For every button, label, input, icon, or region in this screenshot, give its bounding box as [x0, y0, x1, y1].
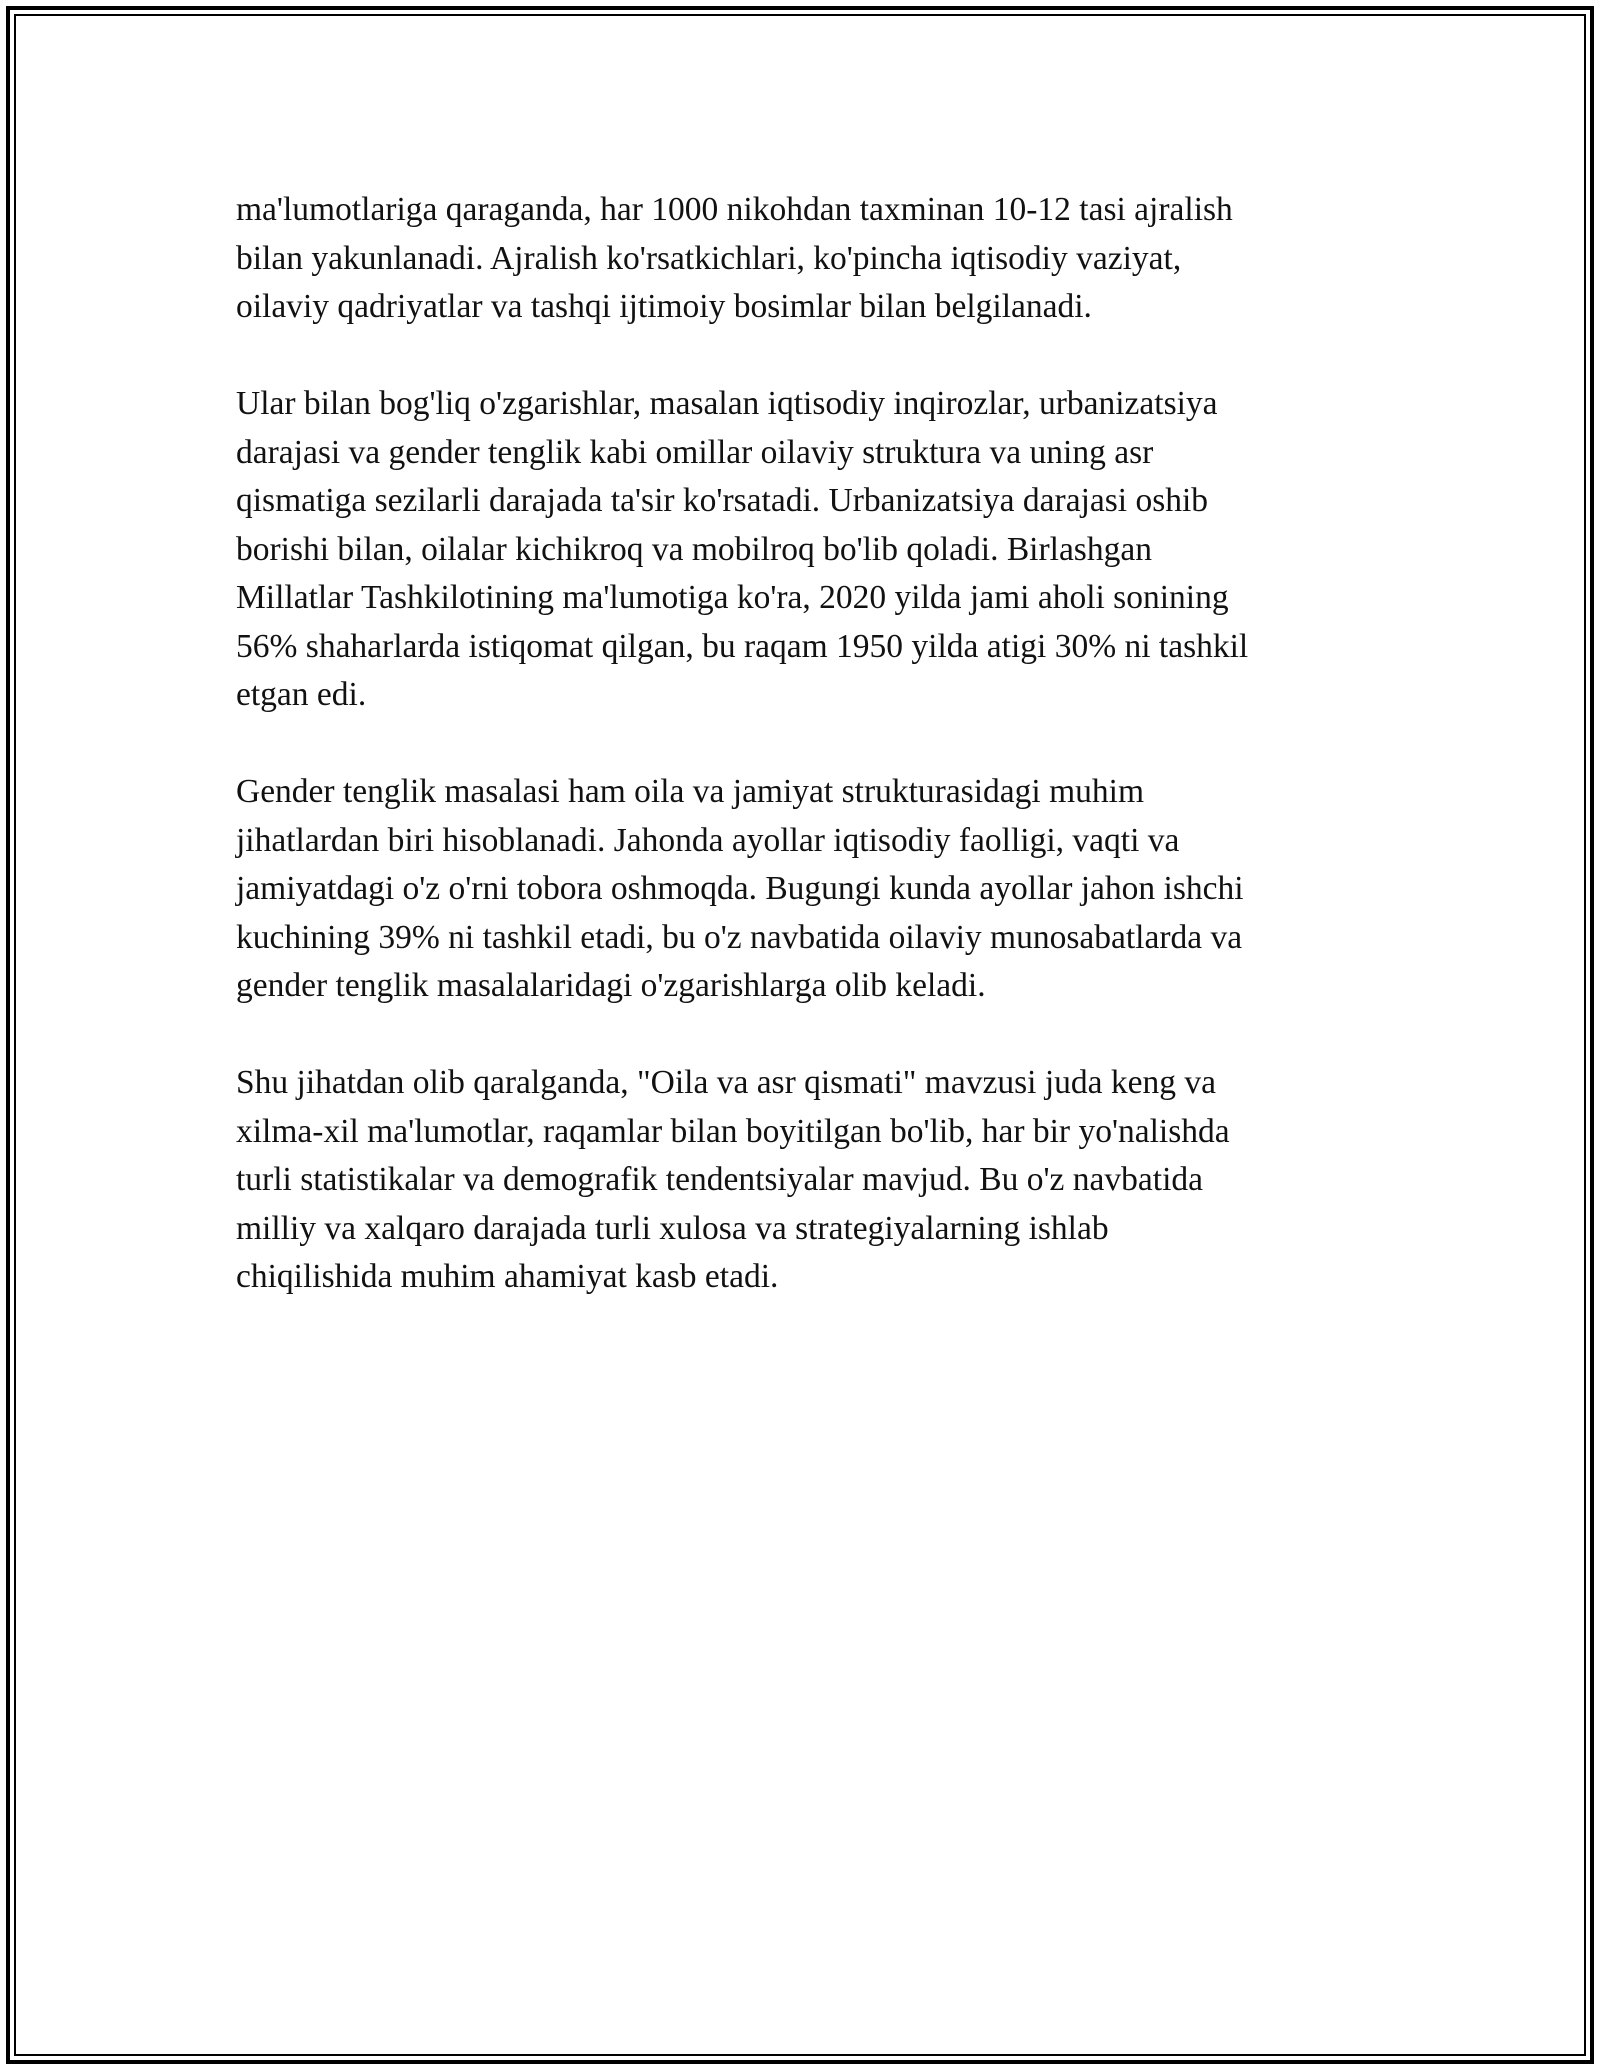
paragraph-conclusion: Shu jihatdan olib qaralganda, "Oila va asr qismati" mavzusi juda keng va xilma-xil ma'lumotlar, raqamlar bilan boyitilgan bo'lib, har bir yo'nalishda turli statistikalar va demografik tendentsiyalar mavjud. Bu o'z navbatida milliy va xalqaro darajada turli xulosa va strategiyalarning ishlab chiqilishida muhim ahamiyat kasb etadi.: [236, 1064, 1230, 1295]
document-body: [236, 186, 1366, 1350]
paragraph-urbanization: Ular bilan bog'liq o'zgarishlar, masalan iqtisodiy inqirozlar, urbanizatsiya darajasi va gender tenglik kabi omillar oilaviy struktura va uning asr qismatiga sezilarli darajada ta'sir ko'rsatadi. Urbanizatsiya darajasi oshib borishi bilan, oilalar kichikroq va mobilroq bo'lib qoladi. Birlashgan Millatlar Tashkilotining ma'lumotiga ko'ra, 2020 yilda jami aholi sonining 56% shaharlarda istiqomat qilgan, bu raqam 1950 yilda atigi 30% ni tashkil etgan edi.: [236, 385, 1249, 713]
paragraph-divorce-statistics: ma'lumotlariga qaraganda, har 1000 nikohdan taxminan 10-12 tasi ajralish bilan yakunlanadi. Ajralish ko'rsatkichlari, ko'pincha iqtisodiy vaziyat, oilaviy qadriyatlar va tashqi ijtimoiy bosimlar bilan belgilanadi.: [236, 191, 1233, 325]
paragraph-gender-equality: Gender tenglik masalasi ham oila va jamiyat strukturasidagi muhim jihatlardan biri hisoblanadi. Jahonda ayollar iqtisodiy faolligi, vaqti va jamiyatdagi o'z o'rni tobora oshmoqda. Bugungi kunda ayollar jahon ishchi kuchining 39% ni tashkil etadi, bu o'z navbatida oilaviy munosabatlarda va gender tenglik masalalaridagi o'zgarishlarga olib keladi.: [236, 773, 1244, 1004]
